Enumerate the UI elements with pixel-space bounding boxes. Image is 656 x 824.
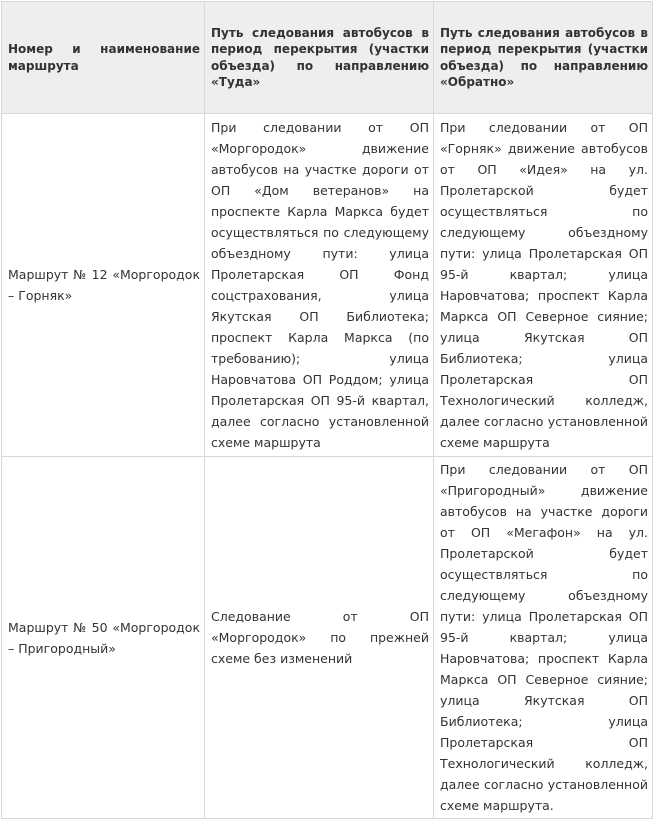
path-there-cell: При следовании от ОП «Моргородок» движение автобусов на участке дороги от ОП «Дом ветеранов» на проспекте Карла Маркса будет осуществляться по следующему объездному пути: улица Пролетарская ОП Фонд соцстрахования, улица Якутская ОП Библиотека; проспект Карла Маркса (по требованию); улица Наровчатова ОП Роддом; улица Пролетарская ОП 95-й квартал, далее согласно установленной схеме маршрута xyxy=(205,114,434,457)
header-path-back: Путь следования автобусов в период перекрытия (участки объезда) по направлению «Обратно» xyxy=(434,2,653,114)
header-path-there: Путь следования автобусов в период перекрытия (участки объезда) по направлению «Туда» xyxy=(205,2,434,114)
route-name-cell: Маршрут № 12 «Моргородок – Горняк» xyxy=(2,114,205,457)
path-back-cell: При следовании от ОП «Пригородный» движение автобусов на участке дороги от ОП «Мегафон» на ул. Пролетарской будет осуществляться по следующему объездному пути: улица Пролетарская ОП 95-й квартал; улица Наровчатова; проспект Карла Маркса ОП Северное сияние; улица Якутская ОП Библиотека; улица Пролетарская ОП Технологический колледж, далее согласно установленной схеме маршрута. xyxy=(434,457,653,819)
path-there-cell: Следование от ОП «Моргородок» по прежней схеме без изменений xyxy=(205,457,434,819)
path-back-cell: При следовании от ОП «Горняк» движение автобусов от ОП «Идея» на ул. Пролетарской будет осуществляться по следующему объездному пути: улица Пролетарская ОП 95-й квартал; улица Наровчатова; проспект Карла Маркса ОП Северное сияние; улица Якутская ОП Библиотека; улица Пролетарская ОП Технологический колледж, далее согласно установленной схеме маршрута xyxy=(434,114,653,457)
table-row xyxy=(2,457,653,819)
header-route-name: Номер и наименование маршрута xyxy=(2,2,205,114)
route-name-cell: Маршрут № 50 «Моргородок – Пригородный» xyxy=(2,457,205,819)
table-row xyxy=(2,114,653,457)
table-header-row xyxy=(2,2,653,114)
route-detour-table xyxy=(1,1,653,819)
